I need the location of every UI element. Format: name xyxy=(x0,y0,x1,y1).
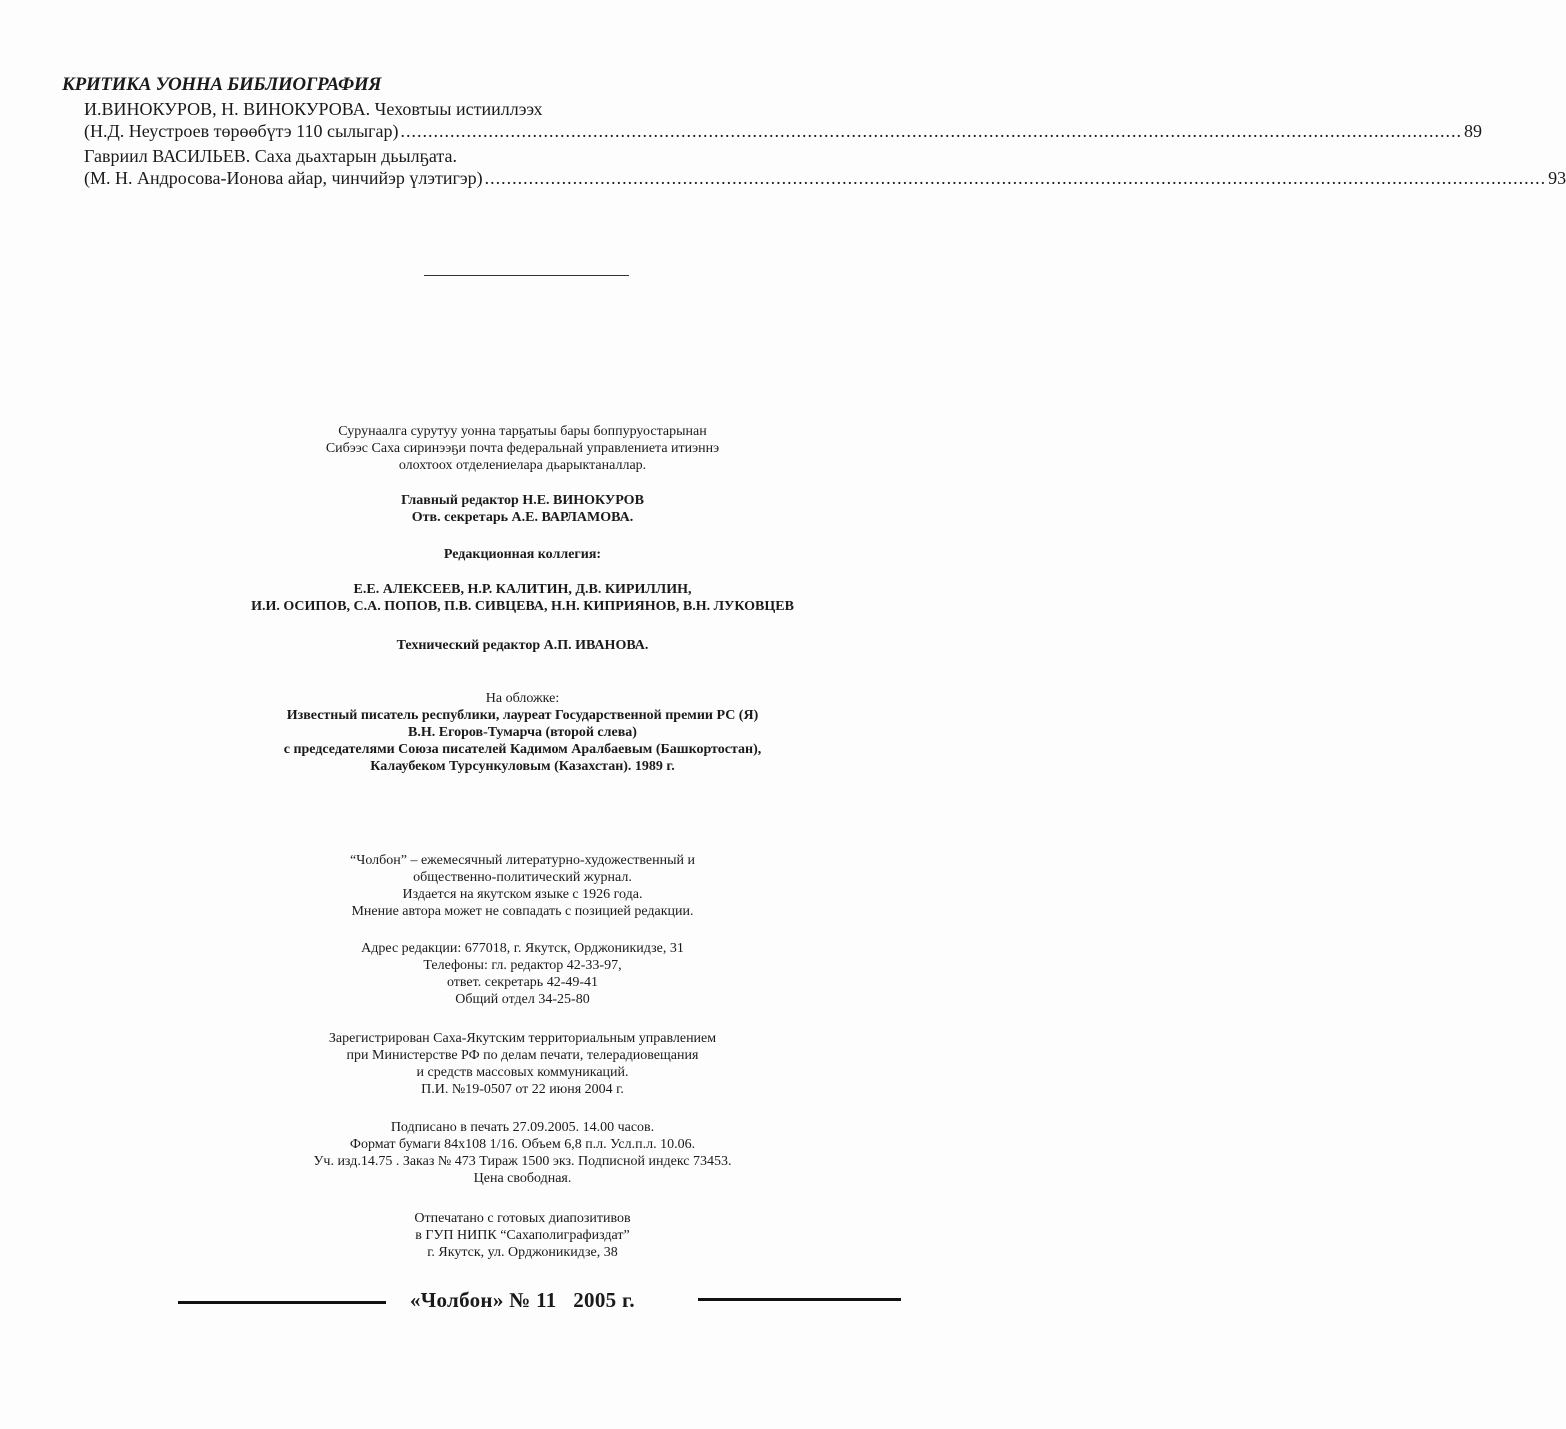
cover-caption-line: с председателями Союза писателей Кадимом Аралбаевым (Башкортостан), xyxy=(283,742,762,757)
issue-title: «Чолбон» № 11 2005 г. xyxy=(409,1288,635,1312)
print-info xyxy=(0,1119,1045,1187)
toc-entry-1-subtitle: (Н.Д. Неустроев төрөөбүтэ 110 сылыгар) xyxy=(84,121,399,141)
print-info-line: Формат бумаги 84х108 1/16. Объем 6,8 п.л. Усл.п.л. 10.06. xyxy=(349,1137,696,1152)
print-info-line: Подписано в печать 27.09.2005. 14.00 часов. xyxy=(390,1120,655,1135)
footer-rule-right xyxy=(698,1298,901,1301)
cover-caption-line: Известный писатель республики, лауреат Государственной премии РС (Я) xyxy=(286,708,759,723)
printer-info xyxy=(0,1210,1045,1261)
about-line: “Чолбон” – ежемесячный литературно-художественный и xyxy=(350,853,695,868)
toc-entry-2 xyxy=(84,167,1566,189)
cover-caption-line: В.Н. Егоров-Тумарча (второй слева) xyxy=(408,725,637,740)
toc-entry-1-title: И.ВИНОКУРОВ, Н. ВИНОКУРОВА. Чеховтыы истииллээх xyxy=(84,99,543,119)
toc-entry-1-page: 89 xyxy=(1464,121,1483,141)
subscription-line: Сибээс Саха сиринээҕи почта федеральнай управлениета итиэннэ xyxy=(325,441,720,456)
board-members-line: Е.Е. АЛЕКСЕЕВ, Н.Р. КАЛИТИН, Д.В. КИРИЛЛИН, xyxy=(353,582,692,597)
about-line: общественно-политический журнал. xyxy=(413,870,632,885)
board-members-line: И.И. ОСИПОВ, С.А. ПОПОВ, П.В. СИВЦЕВА, Н.Н. КИПРИЯНОВ, В.Н. ЛУКОВЦЕВ xyxy=(251,599,794,614)
subscription-line: олохтоох отделениелара дьарыктаналлар. xyxy=(398,458,647,473)
registration-line: при Министерстве РФ по делам печати, телерадиовещания xyxy=(346,1048,699,1063)
toc-entry-2-subtitle: (М. Н. Андросова-Ионова айар, чинчийэр үлэтигэр) xyxy=(84,168,483,188)
editorial-board-label xyxy=(0,546,1045,563)
subscription-notice xyxy=(0,423,1045,474)
toc-leader-dots: ................................................................................................................................................................................................. xyxy=(400,121,1463,141)
journal-about xyxy=(0,852,1045,920)
printer-line: г. Якутск, ул. Орджоникидзе, 38 xyxy=(427,1245,618,1260)
about-line: Мнение автора может не совпадать с позицией редакции. xyxy=(351,904,694,919)
editorial-address xyxy=(0,940,1045,1008)
toc-entry-1 xyxy=(84,120,1483,142)
chief-editor: Главный редактор Н.Е. ВИНОКУРОВ xyxy=(401,493,644,508)
address-line: Общий отдел 34-25-80 xyxy=(455,992,590,1007)
registration-line: П.И. №19-0507 от 22 июня 2004 г. xyxy=(421,1082,624,1097)
printer-line: в ГУП НИПК “Сахаполиграфиздат” xyxy=(415,1228,630,1243)
address-line: ответ. секретарь 42-49-41 xyxy=(446,975,599,990)
toc-entry-2-title: Гавриил ВАСИЛЬЕВ. Саха дьахтарын дьылҕата. xyxy=(84,146,457,166)
subscription-line: Сурунаалга сурутуу уонна тарҕатыы бары боппуруостарынан xyxy=(338,424,707,439)
editor-credits xyxy=(0,492,1045,526)
toc-section-title: КРИТИКА УОННА БИБЛИОГРАФИЯ xyxy=(62,74,382,95)
registration-line: Зарегистрирован Саха-Якутским территориальным управлением xyxy=(328,1031,717,1046)
cover-description xyxy=(0,690,1045,775)
toc-leader-dots: ................................................................................................................................................................................................. xyxy=(484,168,1547,188)
editorial-board xyxy=(0,581,1045,615)
technical-editor xyxy=(0,637,1045,654)
print-info-line: Уч. изд.14.75 . Заказ № 473 Тираж 1500 экз. Подписной индекс 73453. xyxy=(313,1154,732,1169)
printer-line: Отпечатано с готовых диапозитивов xyxy=(414,1211,631,1226)
about-line: Издается на якутском языке с 1926 года. xyxy=(402,887,643,902)
address-line: Адрес редакции: 677018, г. Якутск, Орджоникидзе, 31 xyxy=(361,941,684,956)
print-info-line: Цена свободная. xyxy=(473,1171,572,1186)
registration-info xyxy=(0,1030,1045,1098)
executive-secretary: Отв. секретарь А.Е. ВАРЛАМОВА. xyxy=(411,510,634,525)
cover-label: На обложке: xyxy=(485,691,560,706)
board-label-text: Редакционная коллегия: xyxy=(443,547,602,562)
technical-editor-text: Технический редактор А.П. ИВАНОВА. xyxy=(396,638,649,653)
separator-rule xyxy=(424,275,629,276)
address-line: Телефоны: гл. редактор 42-33-97, xyxy=(423,958,622,973)
cover-caption-line: Калаубеком Турсункуловым (Казахстан). 1989 г. xyxy=(370,759,675,774)
registration-line: и средств массовых коммуникаций. xyxy=(416,1065,629,1080)
toc-entry-2-page: 93 xyxy=(1548,168,1566,188)
